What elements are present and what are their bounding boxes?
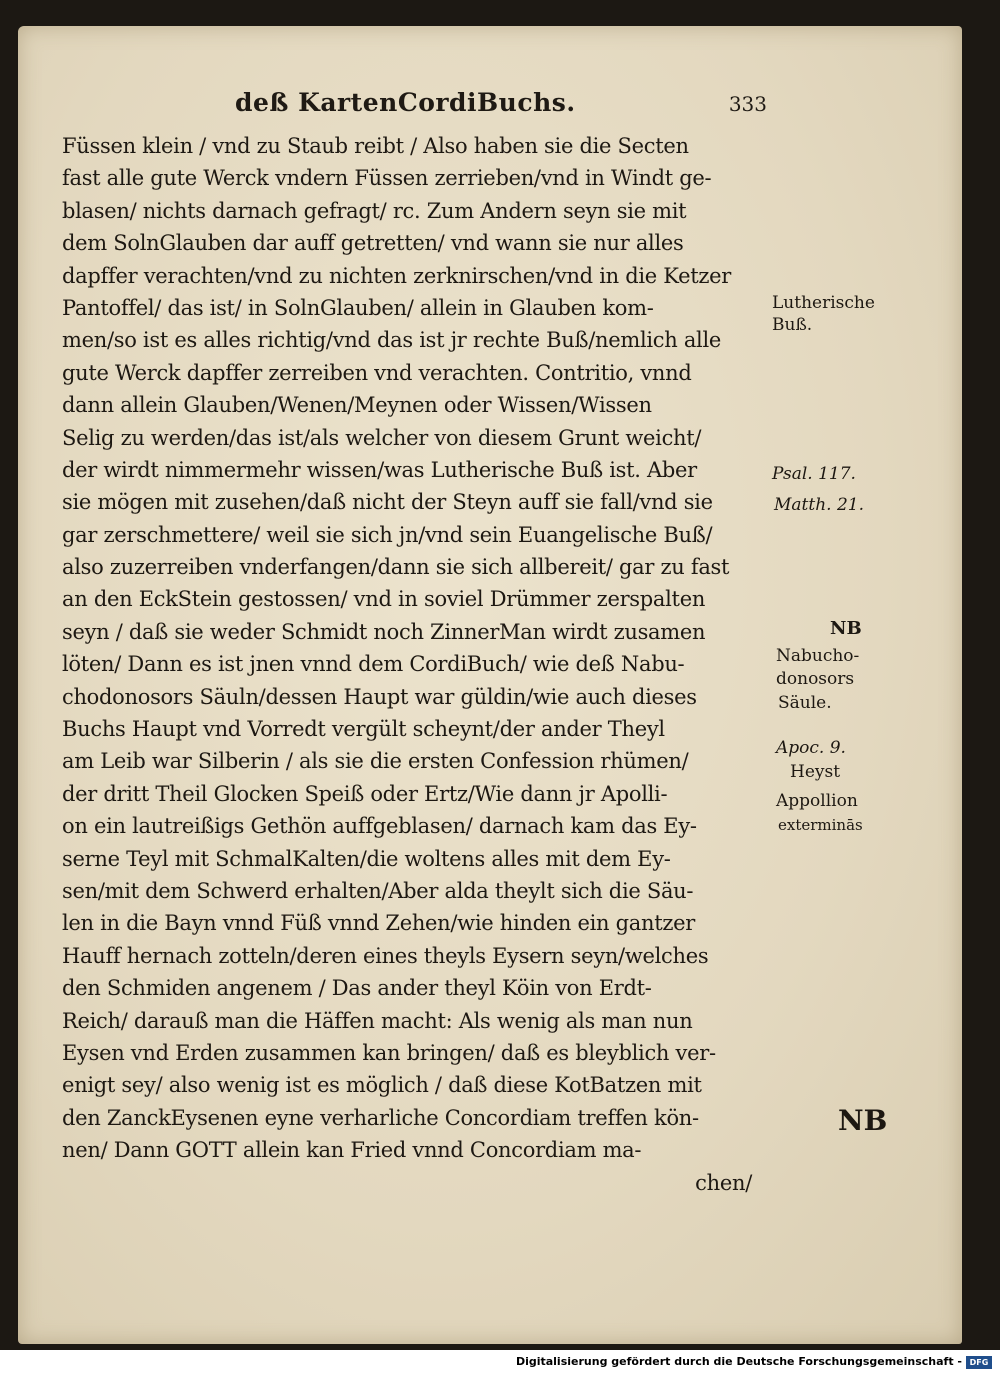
text-line: der wirdt nimmermehr wissen/was Lutherische Buß ist. Aber (62, 457, 697, 482)
text-line: gute Werck dapffer zerreiben vnd verachten. Contritio, vnnd (62, 360, 692, 385)
text-line: serne Teyl mit SchmalKalten/die woltens alles mit dem Ey- (62, 846, 671, 871)
text-line: sie mögen mit zusehen/daß nicht der Steyn auff sie fall/vnd sie (62, 490, 713, 515)
margin-note-apoc: Apoc. 9. (776, 738, 846, 758)
text-line: on ein lautreißigs Gethön auffgeblasen/ darnach kam das Ey- (62, 814, 697, 839)
page-number: 333 (728, 92, 767, 116)
margin-note-psalm: Psal. 117. (772, 464, 856, 484)
text-line: gar zerschmettere/ weil sie sich jn/vnd sein Euangelische Buß/ (62, 522, 713, 547)
text-line: löten/ Dann es ist jnen vnnd dem CordiBuch/ wie deß Nabu- (62, 652, 685, 677)
text-line: blasen/ nichts darnach gefragt/ rc. Zum Andern seyn sie mit (62, 198, 687, 223)
text-line: dann allein Glauben/Wenen/Meynen oder Wissen/Wissen (62, 393, 652, 418)
margin-note-appollion: Appollion (776, 791, 858, 811)
text-line: also zuzerreiben vnderfangen/dann sie sich allbereit/ gar zu fast (62, 555, 730, 580)
text-line: Buchs Haupt vnd Vorredt vergült scheynt/der ander Theyl (62, 717, 665, 742)
margin-note-nb-large: NB (838, 1104, 888, 1137)
text-line: chodonosors Säuln/dessen Haupt war güldin/wie auch dieses (62, 684, 697, 709)
margin-note-saeule: Säule. (778, 693, 832, 713)
footer-bar (0, 1352, 1000, 1374)
text-line: nen/ Dann GOTT allein kan Fried vnnd Concordiam ma- (62, 1138, 642, 1163)
footer-credit: Digitalisierung gefördert durch die Deutsche Forschungsgemeinschaft - (515, 1355, 962, 1368)
text-line: fast alle gute Werck vndern Füssen zerrieben/vnd in Windt ge- (62, 166, 712, 191)
text-line: Selig zu werden/das ist/als welcher von diesem Grunt weicht/ (62, 425, 702, 450)
text-line: dapffer verachten/vnd zu nichten zerknirschen/vnd in die Ketzer (62, 263, 731, 288)
margin-note-exterminas: exterminās (778, 816, 863, 834)
margin-note-donosors: donosors (776, 669, 855, 689)
margin-note-nabucho: Nabucho- (776, 646, 860, 666)
text-line-catchword: chen/ (695, 1170, 752, 1195)
body-text (62, 130, 772, 1199)
text-line: den Schmiden angenem / Das ander theyl Köin von Erdt- (62, 976, 652, 1001)
text-line: am Leib war Silberin / als sie die ersten Confession rhümen/ (62, 749, 689, 774)
running-title: deß KartenCordiBuchs. (235, 88, 576, 117)
text-line: Füssen klein / vnd zu Staub reibt / Also haben sie die Secten (62, 134, 689, 158)
text-line: Eysen vnd Erden zusammen kan bringen/ daß es bleyblich ver- (62, 1040, 716, 1065)
text-line: men/so ist es alles richtig/vnd das ist jr rechte Buß/nemlich alle (62, 328, 722, 353)
text-line: dem SolnGlauben dar auff getretten/ vnd wann sie nur alles (62, 231, 684, 256)
text-line: Hauff hernach zotteln/deren eines theyls Eysern seyn/welches (62, 943, 709, 968)
text-line: der dritt Theil Glocken Speiß oder Ertz/Wie dann jr Apolli- (62, 781, 668, 806)
text-line: enigt sey/ also wenig ist es möglich / daß diese KotBatzen mit (62, 1073, 702, 1098)
text-line: sen/mit dem Schwerd erhalten/Aber alda theylt sich die Säu- (62, 878, 694, 903)
text-line: an den EckStein gestossen/ vnd in soviel Drümmer zerspalten (62, 587, 706, 612)
dfg-logo: DFG (966, 1356, 992, 1369)
margin-note-matthew: Matth. 21. (774, 495, 864, 515)
text-line: len in die Bayn vnnd Füß vnnd Zehen/wie hinden ein gantzer (62, 911, 696, 936)
margin-note-lutherische: Lutherische (772, 293, 875, 313)
margin-note-buss: Buß. (772, 315, 813, 335)
text-line: Reich/ darauß man die Häffen macht: Als wenig als man nun (62, 1008, 693, 1033)
page-header (235, 88, 775, 128)
margin-note-nb: NB (830, 618, 862, 639)
margin-note-heyst: Heyst (790, 762, 841, 782)
text-line: Pantoffel/ das ist/ in SolnGlauben/ allein in Glauben kom- (62, 295, 654, 320)
text-line: den ZanckEysenen eyne verharliche Concordiam treffen kön- (62, 1105, 699, 1130)
text-line: seyn / daß sie weder Schmidt noch ZinnerMan wirdt zusamen (62, 619, 706, 644)
